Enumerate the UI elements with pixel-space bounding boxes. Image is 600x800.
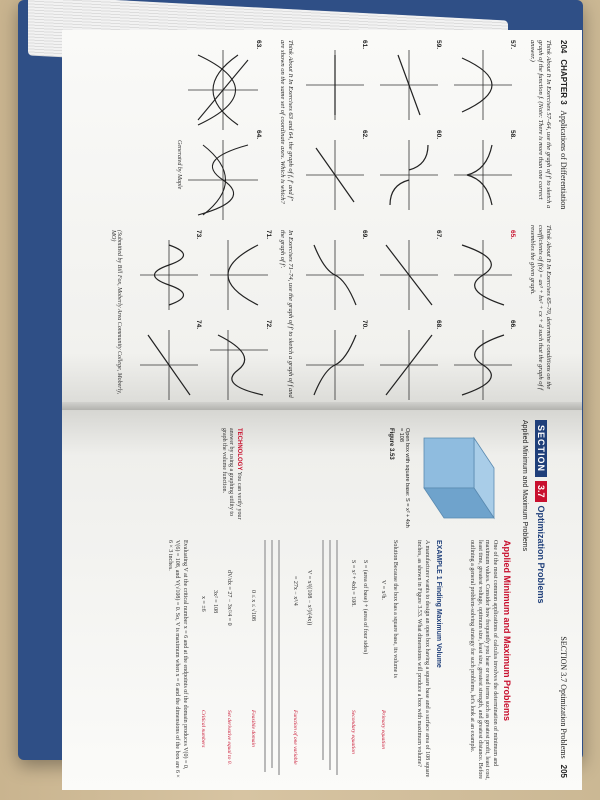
text-line (329, 540, 331, 770)
left-running-head (559, 40, 568, 209)
text-line (322, 540, 324, 760)
exercise-number: 72. (265, 320, 272, 330)
chapter-title: Applications of Differentiation (559, 110, 568, 210)
figure-number: Figure 3.53 (388, 428, 394, 460)
exercise-number: 66. (509, 320, 516, 330)
exercise-graph (306, 140, 364, 210)
section-title: Optimization Problems (536, 505, 546, 604)
note-critical-numbers: Critical numbers (200, 710, 206, 748)
example-heading: EXAMPLE 1 Finding Maximum Volume (435, 540, 442, 668)
exercise-graph (188, 50, 258, 130)
exercise-graph (306, 50, 364, 120)
exercise-number: 64. (255, 130, 262, 140)
note-one-variable: Function of one variable (292, 710, 298, 765)
solution-text: Solution Because the box has a square base, its volume is (392, 540, 398, 678)
exercise-graph (380, 240, 438, 310)
exercise-graph (210, 330, 268, 400)
intro-57-64: Think About It In Exercises 57–64, use the graph of f' to sketch a graph of the function f. (Note: There is more than one correct answer.) (529, 40, 552, 209)
section-objective: Applied Minimum and Maximum Problems (521, 420, 528, 552)
equation-3x2: 3x² = 108 (212, 590, 218, 614)
exercise-graph (188, 140, 258, 220)
closing-paragraph: Evaluating V at the critical number x = 6 and at the endpoints of the domain produces V(0) = 0, V(6) = 108, and V(√108) = 0. So, V is maximum when x = 6 and the dimensions of the box are 6 × 6 × 3 inches. (167, 540, 188, 778)
exercise-graph (140, 330, 198, 400)
exercise-number: 68. (435, 320, 442, 330)
note-set-zero: Set derivative equal to 0. (226, 710, 232, 765)
exercise-graph (306, 240, 364, 310)
intro-63-64: Think About It In Exercises 63 and 64, the graph of f, f' and f'' are shown on the same set of coordinate axes. Which is which? (279, 40, 294, 204)
exercise-graph (380, 50, 438, 120)
right-page (62, 410, 582, 790)
exercise-number: 57. (509, 40, 516, 50)
exercise-number: 58. (509, 130, 516, 140)
maple-footnote: Generated by Maple (176, 140, 182, 190)
intro-65-70: Think About It In Exercises 65–70, determine conditions on the coefficients of f(x) = ax³ + bx² + cx + d such that the graph of f resembles the given graph. (529, 225, 552, 390)
exercise-number: 59. (435, 40, 442, 50)
exercise-graph (210, 240, 268, 310)
left-page (62, 30, 582, 410)
section-label: SECTION (535, 420, 547, 477)
exercise-graph (140, 240, 198, 310)
note-secondary: Secondary equation (350, 710, 356, 754)
section-banner (534, 420, 548, 604)
figure-caption: Open box with square base: S = x² + 4xh = 108 (398, 428, 410, 528)
equation-substituted: V = x²((108 − x²)/(4x)) (306, 570, 312, 626)
equation-volume: V = x²h. (380, 580, 386, 600)
left-page-number: 204 (559, 40, 568, 54)
exercise-number: 69. (361, 230, 368, 240)
exercise-number: 71. (265, 230, 272, 240)
equation-surface: S = (area of base) + (area of four sides) (362, 560, 368, 655)
right-page-number: 205 (559, 764, 568, 778)
text-line (336, 540, 338, 775)
technology-label: TECHNOLOGY (236, 428, 242, 471)
open-textbook (62, 30, 582, 790)
equation-domain: 0 ≤ x ≤ √108 (250, 590, 256, 621)
exercise-number: 61. (361, 40, 368, 50)
right-running-head (559, 636, 568, 778)
equation-derivative: dV/dx = 27 − 3x²/4 = 0 (226, 570, 232, 626)
exercise-number: 62. (361, 130, 368, 140)
exercise-number: 67. (435, 230, 442, 240)
equation-simplified: = 27x − x³/4 (292, 576, 298, 606)
intro-71-74: In Exercises 71–74, use the graph of f' to sketch a graph of f and the graph of f'. (279, 230, 294, 398)
technology-text: You can verify your answer by using a graphing utility to graph the volume function. (221, 428, 242, 520)
running-head-text: SECTION 3.7 Optimization Problems (559, 636, 568, 759)
exercise-graph (380, 330, 438, 400)
exercise-graph (454, 330, 512, 400)
exercise-graph (306, 330, 364, 400)
note-primary: Primary equation (380, 710, 386, 749)
exercise-number: 73. (195, 230, 202, 240)
exercise-number: 60. (435, 130, 442, 140)
text-line (278, 540, 280, 775)
exercise-graph (380, 140, 438, 210)
exercise-number: 70. (361, 320, 368, 330)
section-number: 3.7 (535, 481, 547, 502)
technology-note (220, 428, 243, 528)
submitted-credit: (Submitted by Bill Fox, Moberly Area Community College, Moberly, MO) (110, 230, 122, 395)
exercise-number: 63. (255, 40, 262, 50)
exercise-number: 74. (195, 320, 202, 330)
open-box-figure (414, 428, 504, 528)
text-line (271, 540, 273, 768)
note-domain: Feasible domain (250, 710, 256, 747)
intro-paragraph: One of the most common applications of calculus involves the determination of minimum and maximum values. Consider how frequently you hear or read terms such as greatest profit, least cost, least time, greatest voltage, optimum size, least size, greatest strength, and greatest distance. Before outlining a general problem-solving strategy for such problems, let's look at an example. (469, 540, 498, 780)
chapter-label: CHAPTER 3 (559, 59, 568, 105)
equation-critical: x = ±6 (200, 596, 206, 612)
example-text: A manufacturer wants to design an open box having a square base and a surface area of 108 square inches, as shown in Figure 3.53. What dimensions will produce a box with maximum volume? (416, 540, 430, 778)
exercise-number: 65. (509, 230, 516, 240)
exercise-graph (454, 240, 512, 310)
exercise-graph (454, 140, 512, 210)
section-heading: Applied Minimum and Maximum Problems (502, 540, 512, 722)
exercise-graph (454, 50, 512, 120)
text-line (264, 540, 266, 772)
equation-surface-value: S = x² + 4xh = 108. (350, 560, 356, 607)
